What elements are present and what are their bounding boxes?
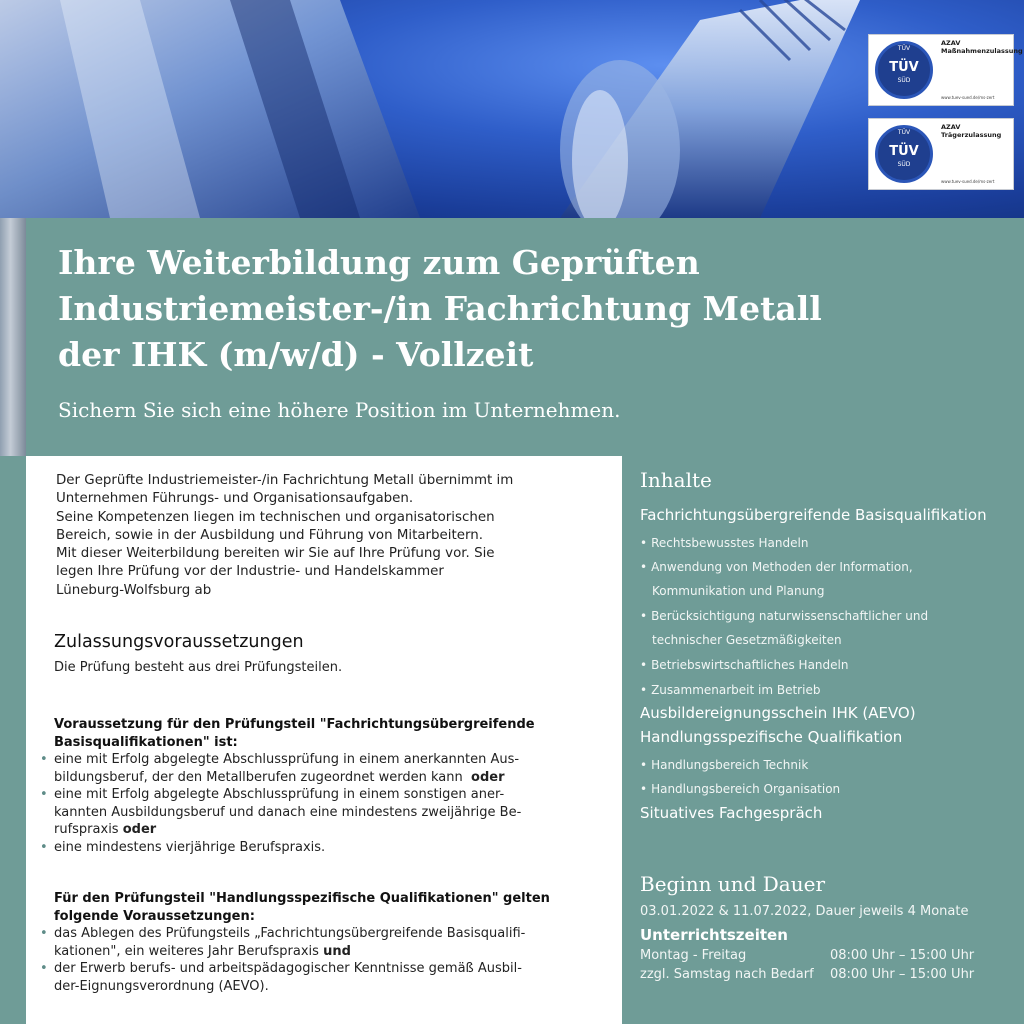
cert-heading: AZAV bbox=[941, 123, 961, 131]
requirement-list bbox=[40, 751, 599, 856]
beginn-heading: Beginn und Dauer bbox=[640, 872, 826, 896]
bullet-icon: • bbox=[40, 961, 48, 976]
requirements-block-handlung bbox=[40, 890, 599, 995]
cert-heading: AZAV bbox=[941, 39, 961, 47]
cert-subheading: Trägerzulassung bbox=[941, 131, 1002, 139]
bullet-icon: • bbox=[640, 683, 648, 697]
bullet-icon: • bbox=[40, 787, 48, 802]
title-line: Ihre Weiterbildung zum Geprüften bbox=[58, 243, 700, 282]
hero-banner bbox=[0, 0, 1024, 218]
block-heading: Für den Prüfungsteil "Handlungsspezifische Qualifikationen" gelten folgende Voraussetzungen: bbox=[54, 891, 550, 924]
bullet-icon: • bbox=[40, 752, 48, 767]
bullet-icon: • bbox=[640, 758, 648, 772]
tuv-certificate-traegerzulassung bbox=[868, 118, 1014, 190]
intro-text: Der Geprüfte Industriemeister-/in Fachrichtung Metall übernimmt im Unternehmen Führungs- und Organisationsaufgaben. Seine Kompetenzen liegen im technischen und organisatorischen Bereich, sowie in der Ausbildung und Führung von Mitarbeitern. Mit dieser Weiterbildung bereiten wir Sie auf Ihre Prüfung vor. Sie legen Ihre Prüfung vor der Industrie- und Handelskammer Lüneburg-Wolfsburg ab bbox=[56, 473, 514, 598]
cert-url: www.tuev-sued.de/ms-zert bbox=[941, 179, 995, 184]
list-item: • Berücksichtigung naturwissenschaftlicher und bbox=[640, 609, 929, 623]
list-item: • eine mit Erfolg abgelegte Abschlussprüfung in einem sonstigen aner- kannten Ausbildungsberuf und danach eine mindestens zweijährige Be- rufspraxis oder bbox=[40, 787, 522, 837]
tuv-seal-icon: TÜV TÜV SÜD bbox=[875, 125, 933, 183]
list-item-continuation: Kommunikation und Planung bbox=[652, 584, 825, 598]
info-column bbox=[622, 456, 1024, 1024]
times-row: Montag - Freitag 08:00 Uhr – 15:00 Uhr bbox=[640, 948, 975, 963]
requirements-heading: Zulassungsvoraussetzungen bbox=[54, 632, 304, 652]
requirement-list bbox=[40, 925, 599, 995]
page-subtitle: Sichern Sie sich eine höhere Position im Unternehmen. bbox=[58, 398, 621, 422]
list-item: • der Erwerb berufs- und arbeitspädagogischer Kenntnisse gemäß Ausbil- der-Eignungsverordnung (AEVO). bbox=[40, 961, 522, 994]
inhalte-heading: Inhalte bbox=[640, 468, 712, 492]
list-item: • Rechtsbewusstes Handeln bbox=[640, 536, 809, 550]
block-heading: Voraussetzung für den Prüfungsteil "Fachrichtungsübergreifende Basisqualifikationen" ist: bbox=[54, 717, 535, 750]
requirements-block-basis bbox=[40, 716, 599, 856]
cert-subheading: Maßnahmenzulassung bbox=[941, 47, 1023, 55]
list-item: • eine mit Erfolg abgelegte Abschlussprüfung in einem anerkannten Aus- bildungsberuf, der den Metallberufen zugeordnet werden kann oder bbox=[40, 752, 520, 785]
list-item: • das Ablegen des Prüfungsteils „Fachrichtungsübergreifende Basisqualifi- kationen", ein weiteres Jahr Berufspraxis und bbox=[40, 926, 526, 959]
bullet-icon: • bbox=[640, 560, 648, 574]
list-item: • eine mindestens vierjährige Berufspraxis. bbox=[40, 839, 326, 855]
course-dates: 03.01.2022 & 11.07.2022, Dauer jeweils 4 Monate bbox=[640, 904, 969, 919]
list-item: • Handlungsbereich Technik bbox=[640, 758, 809, 772]
category-handlungsspezifisch: Handlungsspezifische Qualifikation bbox=[640, 728, 903, 746]
list-item-continuation: technischer Gesetzmäßigkeiten bbox=[652, 633, 842, 647]
list-item: • Zusammenarbeit im Betrieb bbox=[640, 683, 821, 697]
category-fachgespraech: Situatives Fachgespräch bbox=[640, 804, 823, 822]
category-aevo: Ausbildereignungsschein IHK (AEVO) bbox=[640, 704, 916, 722]
page-title bbox=[58, 240, 958, 378]
description-column bbox=[26, 456, 622, 1024]
bullet-icon: • bbox=[640, 658, 648, 672]
list-item: • Betriebswirtschaftliches Handeln bbox=[640, 658, 849, 672]
times-heading: Unterrichtszeiten bbox=[640, 926, 788, 944]
bullet-icon: • bbox=[640, 536, 648, 550]
list-item: • Anwendung von Methoden der Information, bbox=[640, 560, 913, 574]
requirements-intro: Die Prüfung besteht aus drei Prüfungsteilen. bbox=[54, 660, 343, 675]
bullet-icon: • bbox=[40, 839, 48, 855]
bullet-icon: • bbox=[640, 609, 648, 623]
tuv-certificate-massnahmenzulassung bbox=[868, 34, 1023, 106]
cert-url: www.tuev-sued.de/ms-zert bbox=[941, 95, 995, 100]
bullet-icon: • bbox=[40, 926, 48, 941]
metal-edge-strip bbox=[0, 218, 26, 456]
title-line: Industriemeister-/in Fachrichtung Metall bbox=[58, 289, 822, 328]
bullet-icon: • bbox=[640, 782, 648, 796]
list-item: • Handlungsbereich Organisation bbox=[640, 782, 841, 796]
tuv-seal-icon: TÜV TÜV SÜD bbox=[875, 41, 933, 99]
title-line: der IHK (m/w/d) - Vollzeit bbox=[58, 335, 534, 374]
times-row: zzgl. Samstag nach Bedarf 08:00 Uhr – 15:00 Uhr bbox=[640, 967, 975, 982]
category-basisqualifikation: Fachrichtungsübergreifende Basisqualifikation bbox=[640, 506, 987, 524]
